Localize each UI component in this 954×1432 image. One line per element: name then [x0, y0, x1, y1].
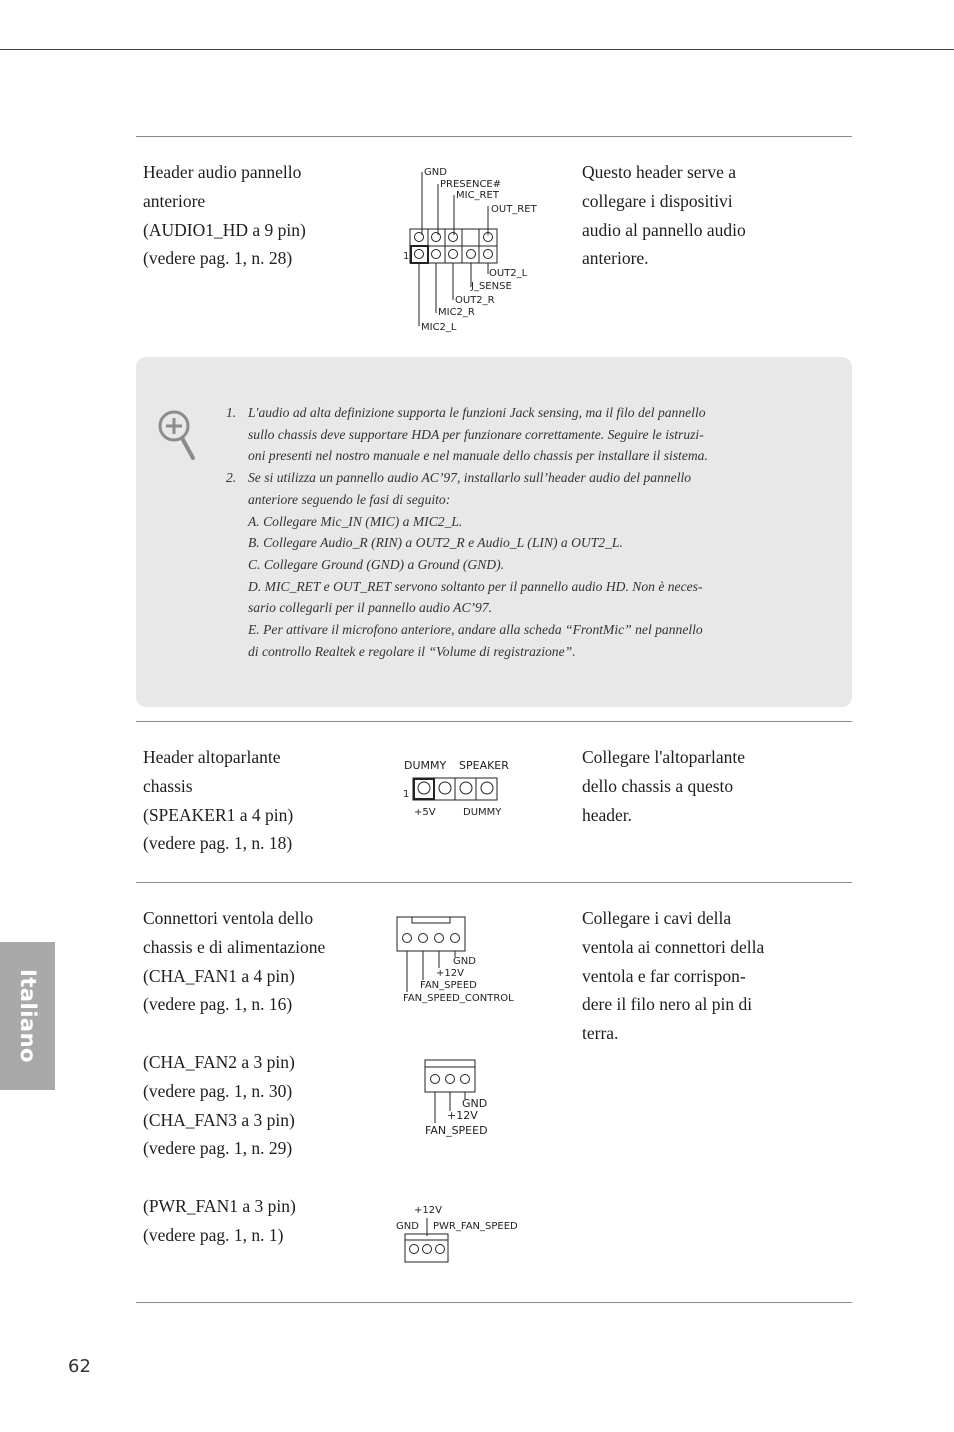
text-line: header.: [582, 804, 633, 825]
pin-label: +12V: [447, 1109, 478, 1122]
note-line: D. MIC_RET e OUT_RET servono soltanto per il pannello audio HD. Non è neces-: [248, 578, 703, 594]
header-rule: [0, 49, 954, 50]
text-line: (CHA_FAN1 a 4 pin): [143, 965, 295, 986]
text-line: (vedere pag. 1, n. 28): [143, 248, 293, 269]
note-item: [226, 402, 786, 467]
pin-label: OUT2_L: [489, 268, 528, 279]
pin-label: OUT_RET: [491, 204, 537, 215]
note-line: oni presenti nel nostro manuale e nel manuale dello chassis per installare il sistema.: [248, 448, 708, 464]
text-line: Collegare l'altoparlante: [582, 747, 746, 767]
section-divider: [136, 721, 852, 722]
text-line: (CHA_FAN3 a 3 pin): [143, 1109, 295, 1130]
text-line: (vedere pag. 1, n. 29): [143, 1138, 293, 1159]
text-line: chassis: [143, 775, 193, 796]
fan-header-title: [143, 904, 368, 1019]
note-item: [226, 467, 786, 662]
pin-label: GND: [462, 1097, 488, 1110]
text-line: anteriore.: [582, 248, 649, 269]
text-line: Header audio pannello: [143, 162, 302, 182]
magnifier-plus-icon: [156, 408, 200, 462]
audio-header-description: [582, 158, 807, 273]
note-line: E. Per attivare il microfono anteriore, andare alla scheda “FrontMic” nel pannello: [248, 622, 703, 638]
side-tab-label: Italiano: [15, 969, 40, 1063]
audio-header-title: [143, 158, 368, 273]
speaker-header-diagram: [398, 755, 528, 820]
cha-fan2-fan3-title: [143, 1048, 368, 1163]
pin-label: GND: [424, 167, 447, 178]
pin-label: FAN_SPEED: [420, 980, 477, 991]
note-line: B. Collegare Audio_R (RIN) a OUT2_R e Audio_L (LIN) a OUT2_L.: [248, 535, 623, 551]
note-line: sullo chassis deve supportare HDA per funzionare correttamente. Seguire le istruzi-: [248, 426, 704, 442]
pin-label: 1: [403, 789, 410, 800]
text-line: (vedere pag. 1, n. 30): [143, 1080, 293, 1101]
pin-label: 1: [403, 251, 410, 262]
note-list: [226, 402, 786, 662]
text-line: (SPEAKER1 a 4 pin): [143, 804, 294, 825]
pin-label: +5V: [414, 807, 436, 818]
pin-label: PWR_FAN_SPEED: [433, 1221, 518, 1232]
pin-label: FAN_SPEED: [425, 1124, 488, 1137]
text-line: chassis e di alimentazione: [143, 936, 326, 957]
note-number: 1.: [226, 405, 237, 420]
audio-header-diagram: [395, 160, 555, 340]
text-line: Connettori ventola dello: [143, 908, 314, 928]
note-line: L'audio ad alta definizione supporta le funzioni Jack sensing, ma il filo del pannello: [248, 405, 706, 420]
cha-fan2-3-diagram: [420, 1057, 530, 1139]
pin-label: DUMMY: [463, 807, 502, 818]
section-divider: [136, 136, 852, 137]
pin-label: OUT2_R: [455, 295, 495, 306]
note-line: Se si utilizza un pannello audio AC’97, installarlo sull’header audio del pannello: [248, 470, 692, 486]
note-line: A. Collegare Mic_IN (MIC) a MIC2_L.: [248, 513, 463, 529]
text-line: (AUDIO1_HD a 9 pin): [143, 219, 306, 240]
text-line: (CHA_FAN2 a 3 pin): [143, 1052, 295, 1072]
speaker-header-title: [143, 743, 368, 858]
pin-label: SPEAKER: [459, 759, 509, 772]
section-divider: [136, 882, 852, 883]
cha-fan1-diagram: [394, 914, 529, 1006]
section-divider: [136, 1302, 852, 1303]
text-line: (PWR_FAN1 a 3 pin): [143, 1196, 296, 1216]
note-line: C. Collegare Ground (GND) a Ground (GND).: [248, 556, 505, 572]
pin-label: +12V: [436, 968, 464, 979]
text-line: Header altoparlante: [143, 747, 281, 767]
pin-label: +12V: [414, 1205, 442, 1216]
language-side-tab: [0, 942, 55, 1090]
note-line: anteriore seguendo le fasi di seguito:: [248, 491, 451, 507]
pin-label: FAN_SPEED_CONTROL: [403, 993, 514, 1004]
pwr-fan1-title: [143, 1192, 368, 1250]
pin-label: J_SENSE: [471, 281, 512, 292]
text-line: collegare i dispositivi: [582, 190, 733, 211]
pin-label: DUMMY: [404, 759, 447, 772]
text-line: Questo header serve a: [582, 162, 737, 182]
text-line: Collegare i cavi della: [582, 908, 732, 928]
text-line: (vedere pag. 1, n. 1): [143, 1224, 284, 1245]
pwr-fan1-diagram: [392, 1200, 527, 1268]
pin-label: GND: [396, 1221, 419, 1232]
pin-label: MIC2_L: [421, 322, 457, 333]
text-line: dere il filo nero al pin di: [582, 994, 753, 1015]
text-line: (vedere pag. 1, n. 18): [143, 833, 293, 854]
note-line: sario collegarli per il pannello audio AC’97.: [248, 600, 493, 616]
text-line: audio al pannello audio: [582, 219, 746, 240]
pin-label: GND: [453, 956, 476, 967]
fan-header-description: [582, 904, 807, 1048]
text-line: (vedere pag. 1, n. 16): [143, 994, 293, 1015]
text-line: dello chassis a questo: [582, 775, 734, 796]
speaker-header-description: [582, 743, 807, 829]
pin-label: MIC_RET: [456, 190, 499, 201]
text-line: anteriore: [143, 190, 206, 211]
note-number: 2.: [226, 470, 237, 486]
pin-label: MIC2_R: [438, 307, 475, 318]
note-line: di controllo Realtek e regolare il “Volume di registrazione”.: [248, 643, 576, 659]
text-line: terra.: [582, 1023, 619, 1044]
text-line: ventola ai connettori della: [582, 936, 765, 957]
pin-label: PRESENCE#: [440, 179, 502, 190]
text-line: ventola e far corrispon-: [582, 965, 746, 986]
page-number: 62: [68, 1356, 91, 1377]
